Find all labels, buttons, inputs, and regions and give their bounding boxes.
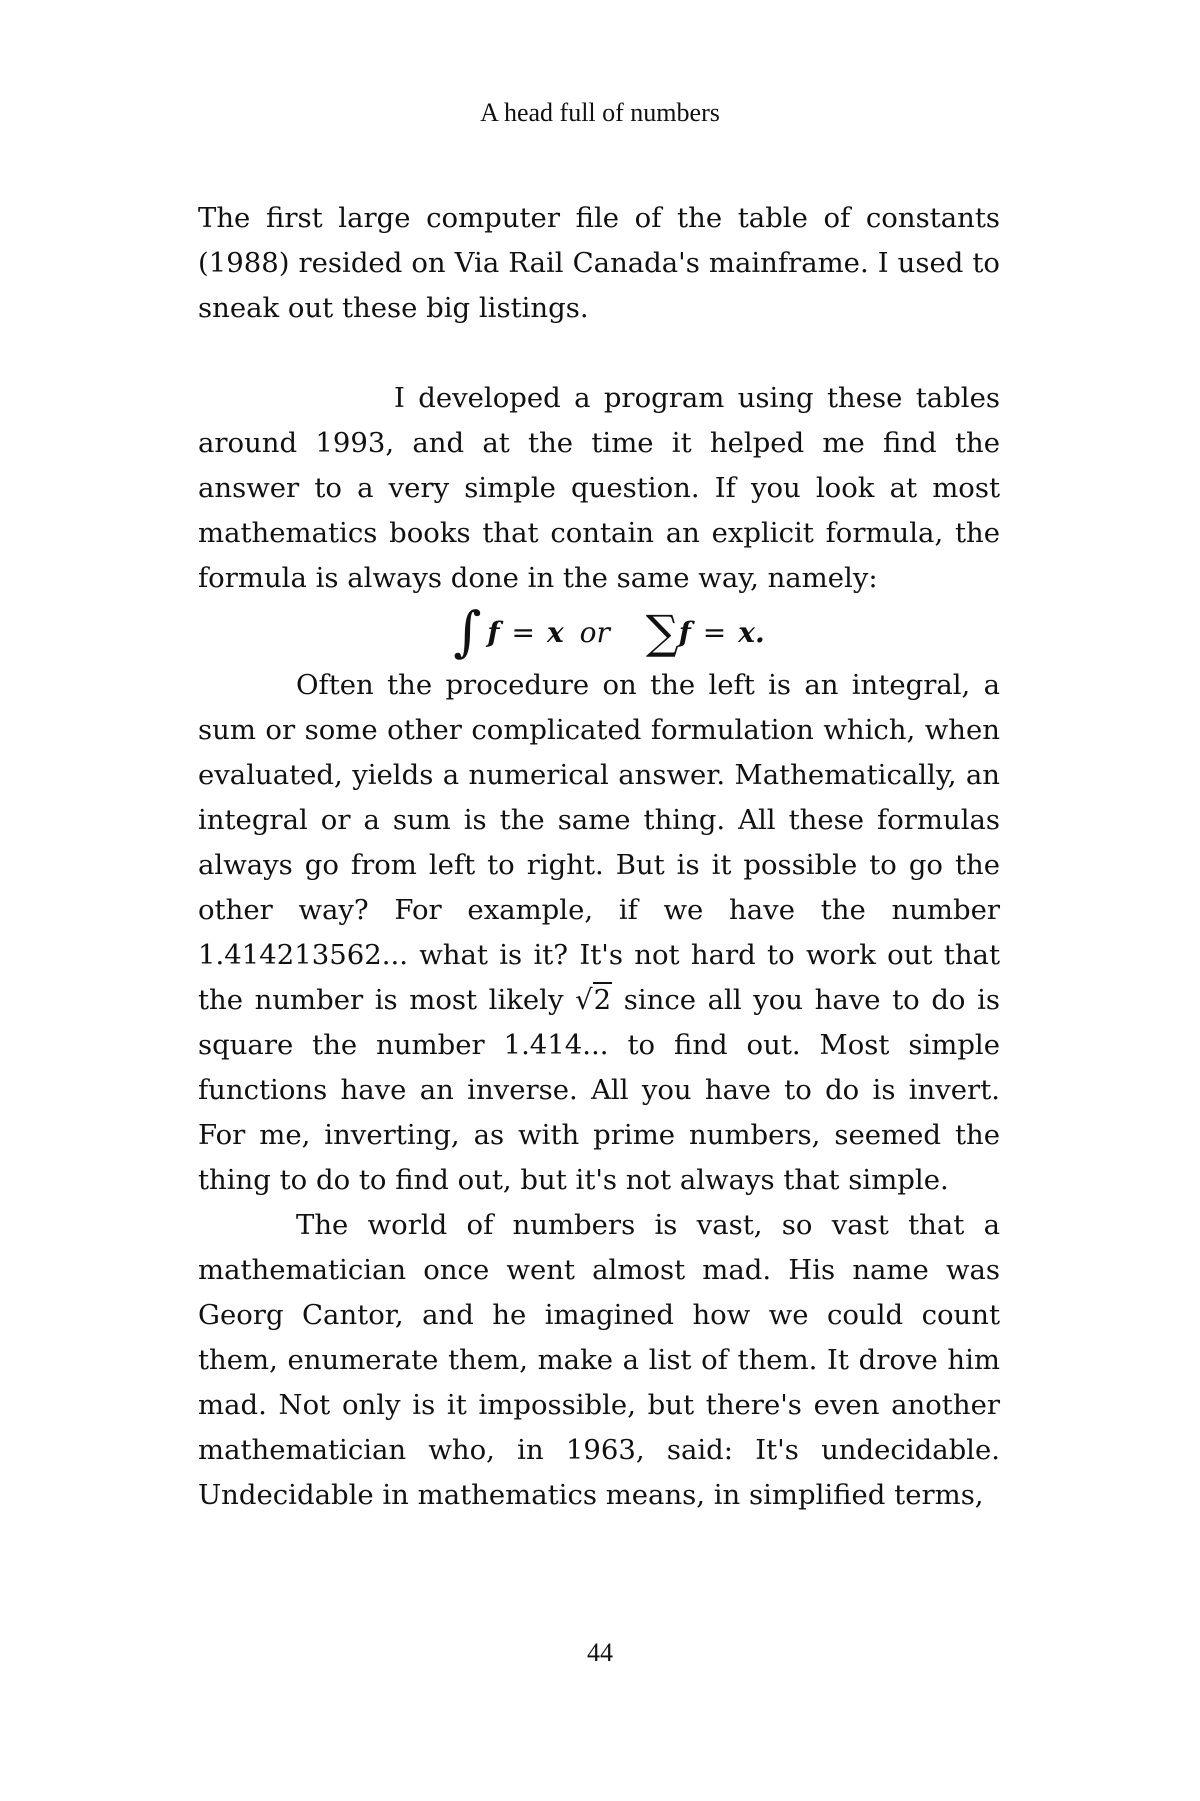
integral-symbol: ∫ [453, 600, 482, 663]
radical-symbol: √ [575, 984, 593, 1016]
paragraph-2: I developed a program using these tables around 1993, and at the time it helped me find the answer to a very simple question. If you look at most mathematics books that contain an explicit formula, the formula is always done in the same way, namely: [198, 382, 1000, 594]
paragraph-1: The first large computer file of the table of constants (1988) resided on Via Rail Canada's mainframe. I used to sneak out these big listings. [198, 202, 1000, 324]
formula-function-right: f [678, 615, 691, 649]
formula-terminator: . [754, 615, 765, 649]
paragraph-4: The world of numbers is vast, so vast that a mathematician once went almost mad. His name was Georg Cantor, and he imagined how we could count them, enumerate them, make a list of them. It drove him mad. Not only is it impossible, but there's even another mathematician who, in 1963, said: It's undecidable. Undecidable in mathematics means, in simplified terms, [198, 1209, 1000, 1511]
radicand: 2 [593, 984, 612, 1016]
paragraph-3-text-start: Often the procedure on the left is an integral, a sum or some other complicated formulation which, when evaluated, yields a numerical answer. Mathematically, an integral or a sum is the same thing. All these formulas always go from left to right. But is it possible to go the other way? For example, if we have the number 1.414213562... what is it? It's not hard to work out that the number is most likely [198, 669, 1000, 1016]
sum-symbol: ∑ [645, 605, 679, 659]
formula-value-right: x [738, 615, 755, 649]
sqrt-two-expression [575, 982, 612, 1016]
page-number: 44 [587, 1638, 613, 1667]
formula-equals-right: = [702, 615, 727, 649]
running-head: A head full of numbers [480, 98, 720, 127]
display-formula [218, 601, 1000, 663]
formula-connector: or [579, 615, 610, 649]
paragraph-gap [198, 331, 1000, 376]
formula-value-left: x [546, 615, 564, 649]
paragraph-3 [198, 663, 1000, 1203]
body-text [198, 196, 1000, 1518]
formula-equals-left: = [511, 615, 535, 649]
formula-function-left: f [487, 615, 500, 649]
paragraph-3-text-end: since all you have to do is square the number 1.414... to find out. Most simple functions have an inverse. All you have to do is invert. For me, inverting, as with prime numbers, seemed the thing to do to find out, but it's not always that simple. [198, 984, 1000, 1196]
